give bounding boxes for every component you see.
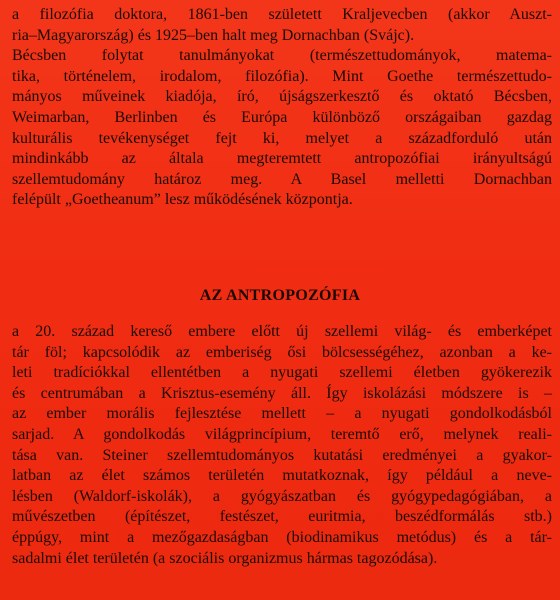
text-line: leti tradíciókkal ellentétben a nyugati szellemi életben gyökerezik	[12, 364, 552, 382]
text-line: sarjad. A gondolkodás világprincípium, teremtő erő, melynek reali-	[12, 425, 552, 443]
text-line: művészetben (építészet, festészet, euritmia, beszédformálás stb.)	[12, 508, 552, 526]
text-line: éppúgy, mint a mezőgazdaságban (biodinamikus metódus) és a tár-	[12, 528, 552, 546]
text-line: Bécsben folytat tanulmányokat (természettudományok, matema-	[12, 47, 552, 65]
text-line: latban az élet számos területén mutatkoznak, így például a neve-	[12, 467, 552, 485]
text-line: felépült „Goetheanum” lesz működésének központja.	[12, 191, 353, 209]
text-line: tása van. Steiner szellemtudományos kutatási eredményei a gyakor-	[12, 446, 552, 464]
text-line: ria–Magyarország) és 1925–ben halt meg Dornachban (Svájc).	[12, 26, 415, 44]
text-line: a 20. század kereső embere előtt új szellemi világ- és emberképet	[12, 323, 552, 340]
anthroposophy-paragraph	[12, 322, 552, 569]
text-line: tár föl; kapcsolódik az emberiség ősi bölcsességéhez, azonban a ke-	[12, 343, 552, 361]
text-line: a filozófia doktora, 1861-ben született Kraljevecben (akkor Auszt-	[12, 6, 552, 23]
text-line: mányos műveinek kiadója, író, újságszerkesztő és oktató Bécsben,	[12, 88, 552, 106]
text-line: szellemtudomány határoz meg. A Basel melletti Dornachban	[12, 170, 552, 188]
text-line: sadalmi élet területén (a szociális organizmus hármas tagozódása).	[12, 549, 438, 567]
text-line: lésben (Waldorf-iskolák), a gyógyászatban és gyógypedagógiában, a	[12, 487, 552, 505]
text-line: tika, történelem, irodalom, filozófia). Mint Goethe természettudo-	[12, 67, 552, 85]
text-line: és centrumában a Krisztus-esemény áll. Így iskolázási módszere is –	[12, 384, 552, 402]
biography-paragraph	[12, 5, 552, 211]
section-heading: AZ ANTROPOZÓFIA	[199, 287, 361, 304]
text-line: mindinkább az általa megteremtett antropozófiai irányultságú	[12, 150, 552, 168]
text-line: az ember morális fejlesztése mellett – a nyugati gondolkodásból	[12, 405, 552, 423]
text-line: Weimarban, Berlinben és Európa különböző országaiban gazdag	[12, 108, 552, 126]
text-line: kulturális tevékenységet fejt ki, melyet a századforduló után	[12, 129, 552, 147]
